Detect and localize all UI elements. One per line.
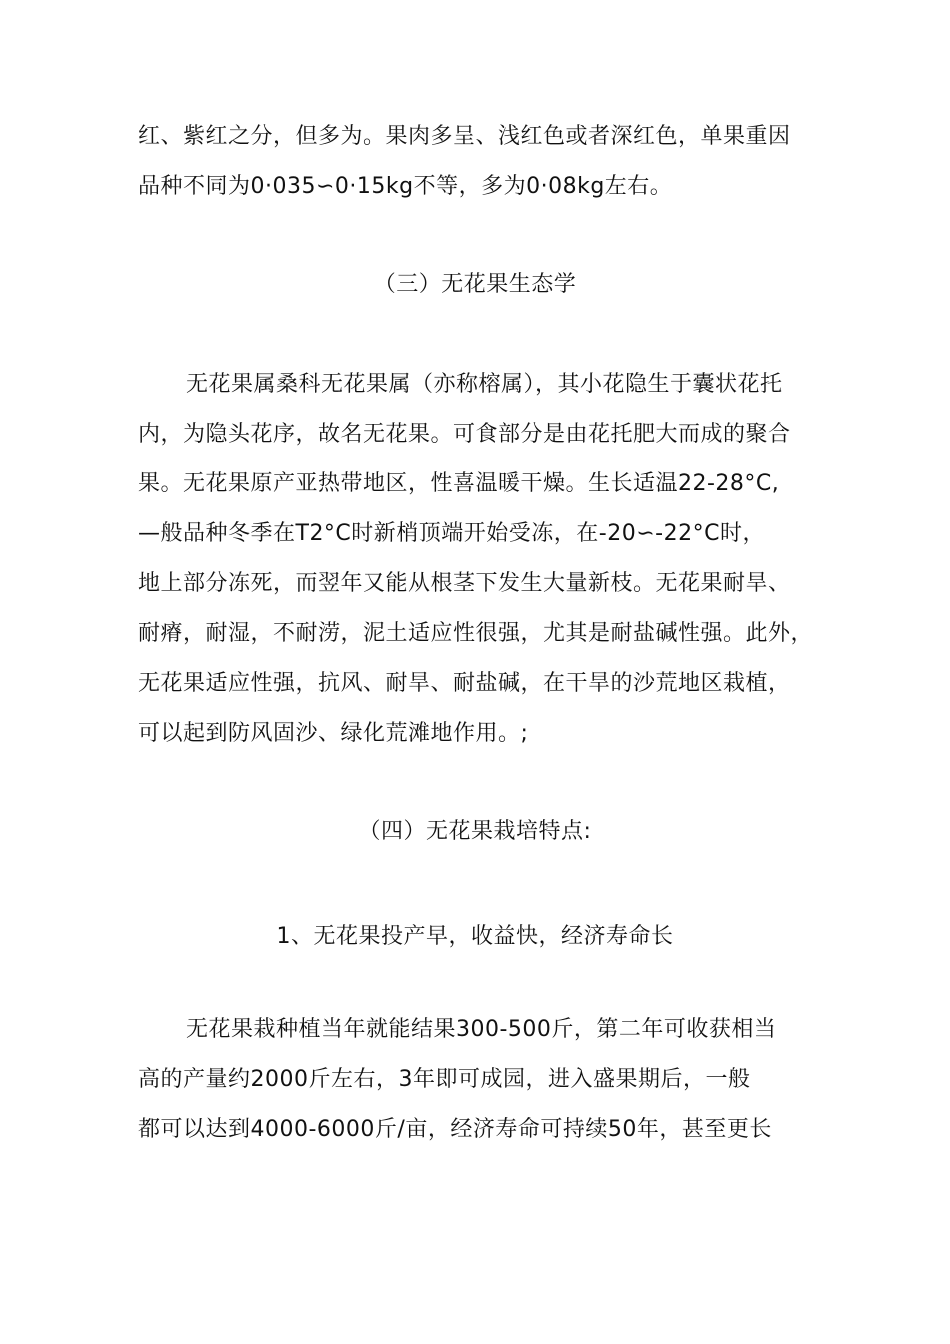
paragraph-1-line-1: 红、紫红之分，但多为。果肉多呈、浅红色或者深红色，单果重因 (138, 124, 791, 149)
paragraph-3-line-3: 都可以达到4000-6000斤/亩，经济寿命可持续50年，甚至更长 (138, 1117, 772, 1142)
paragraph-2-line-8: 可以起到防风固沙、绿化荒滩地作用。; (138, 721, 529, 746)
paragraph-2-line-5: 地上部分冻死，而翌年又能从根茎下发生大量新枝。无花果耐旱、 (138, 571, 791, 596)
paragraph-2-line-6: 耐瘠，耐湿，不耐涝，泥土适应性很强，尤其是耐盐碱性强。此外， (138, 621, 814, 646)
section-heading-3: （三）无花果生态学 (373, 272, 577, 297)
paragraph-2-line-1: 无花果属桑科无花果属（亦称榕属），其小花隐生于囊状花托 (186, 372, 783, 397)
paragraph-2-line-3: 果。无花果原产亚热带地区，性喜温暖干燥。生长适温22-28°C, (138, 471, 780, 496)
section-heading-4: （四）无花果栽培特点: (358, 819, 592, 844)
subheading-1: 1、无花果投产早，收益快，经济寿命长 (276, 924, 674, 949)
paragraph-2-line-7: 无花果适应性强，抗风、耐旱、耐盐碱，在干旱的沙荒地区栽植， (138, 671, 791, 696)
paragraph-1-line-2: 品种不同为0·035∽0·15kg不等，多为0·08kg左右。 (138, 174, 673, 199)
paragraph-2-line-4: —般品种冬季在T2°C时新梢顶端开始受冻，在-20∽-22°C时， (138, 521, 765, 546)
paragraph-3-line-2: 高的产量约2000斤左右，3年即可成园，进入盛果期后，一般 (138, 1067, 751, 1092)
paragraph-2-line-2: 内，为隐头花序，故名无花果。可食部分是由花托肥大而成的聚合 (138, 422, 791, 447)
paragraph-3-line-1: 无花果栽种植当年就能结果300-500斤，第二年可收获相当 (186, 1017, 777, 1042)
